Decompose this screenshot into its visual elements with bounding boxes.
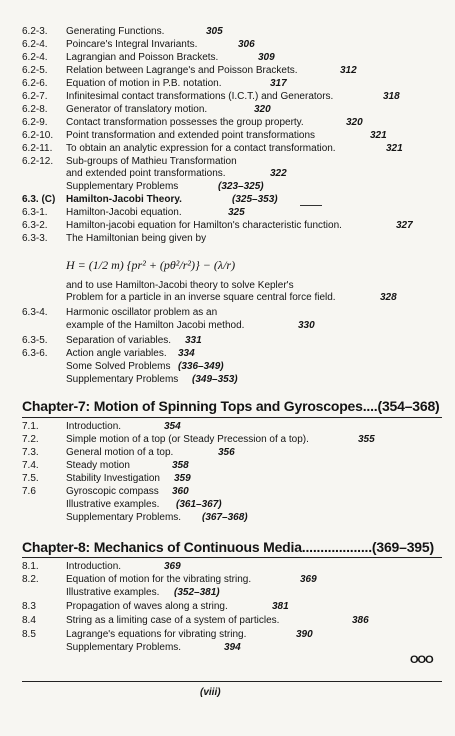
entry-page: 320 bbox=[346, 117, 363, 128]
entry-number: 7.5. bbox=[22, 473, 39, 484]
entry-page: 359 bbox=[174, 473, 191, 484]
entry-title: Introduction. bbox=[66, 421, 122, 432]
chapter-8-rule bbox=[22, 557, 442, 558]
entry-page: 318 bbox=[383, 91, 400, 102]
entry-number: 6.3. (C) bbox=[22, 194, 56, 205]
entry-number: 7.4. bbox=[22, 460, 39, 471]
entry-page: 330 bbox=[298, 320, 315, 331]
entry-number: 6.2-4. bbox=[22, 52, 48, 63]
pencil-mark bbox=[300, 205, 322, 206]
entry-title: Equation of motion in P.B. notation. bbox=[66, 78, 222, 89]
entry-number: 6.2-5. bbox=[22, 65, 48, 76]
entry-page: (367–368) bbox=[202, 512, 248, 523]
chapter-7-heading: Chapter-7: Motion of Spinning Tops and Gyroscopes....(354–368) bbox=[22, 398, 440, 414]
entry-number: 6.2-6. bbox=[22, 78, 48, 89]
entry-page: 354 bbox=[164, 421, 181, 432]
entry-page: 325 bbox=[228, 207, 245, 218]
entry-title: Lagrange's equations for vibrating string. bbox=[66, 629, 247, 640]
entry-title: Poincare's Integral Invariants. bbox=[66, 39, 198, 50]
entry-page: 312 bbox=[340, 65, 357, 76]
entry-title: Supplementary Problems bbox=[66, 181, 179, 192]
entry-page: 321 bbox=[386, 143, 403, 154]
entry-title: Sub-groups of Mathieu Transformation bbox=[66, 156, 237, 167]
entry-title: Supplementary Problems. bbox=[66, 642, 182, 653]
entry-page: (361–367) bbox=[176, 499, 222, 510]
entry-page: 331 bbox=[185, 335, 202, 346]
entry-title: Illustrative examples. bbox=[66, 499, 160, 510]
entry-title: Propagation of waves along a string. bbox=[66, 601, 228, 612]
entry-page: 369 bbox=[300, 574, 317, 585]
entry-title: and extended point transformations. bbox=[66, 168, 226, 179]
entry-title: Hamilton-Jacobi equation. bbox=[66, 207, 182, 218]
entry-page: 355 bbox=[358, 434, 375, 445]
entry-number: 6.2-10. bbox=[22, 130, 54, 141]
chapter-7-rule bbox=[22, 417, 442, 418]
entry-page: 394 bbox=[224, 642, 241, 653]
entry-page: 317 bbox=[270, 78, 287, 89]
entry-title: Lagrangian and Poisson Brackets. bbox=[66, 52, 219, 63]
entry-page: (325–353) bbox=[232, 194, 278, 205]
entry-page: (349–353) bbox=[192, 374, 238, 385]
entry-page: (352–381) bbox=[174, 587, 220, 598]
entry-number: 6.3-1. bbox=[22, 207, 48, 218]
entry-title: Hamilton-jacobi equation for Hamilton's characteristic function. bbox=[66, 220, 342, 231]
entry-title: Gyroscopic compass bbox=[66, 486, 159, 497]
entry-page: 356 bbox=[218, 447, 235, 458]
entry-number: 6.3-2. bbox=[22, 220, 48, 231]
entry-title: Steady motion bbox=[66, 460, 130, 471]
entry-title: Harmonic oscillator problem as an bbox=[66, 307, 218, 318]
entry-number: 8.5 bbox=[22, 629, 36, 640]
hamiltonian-formula: H = (1/2 m) {pr² + (pθ²/r²)} − (λ/r) bbox=[66, 258, 236, 272]
entry-number: 8.2. bbox=[22, 574, 39, 585]
entry-title: Illustrative examples. bbox=[66, 587, 160, 598]
entry-title: Supplementary Problems bbox=[66, 374, 179, 385]
entry-number: 6.3-3. bbox=[22, 233, 48, 244]
entry-page: 334 bbox=[178, 348, 195, 359]
entry-number: 6.2-12. bbox=[22, 156, 54, 167]
entry-page: 306 bbox=[238, 39, 255, 50]
end-mark: OOO bbox=[410, 654, 433, 666]
entry-number: 7.6 bbox=[22, 486, 36, 497]
entry-page: 369 bbox=[164, 561, 181, 572]
entry-page: 305 bbox=[206, 26, 223, 37]
entry-number: 6.3-5. bbox=[22, 335, 48, 346]
footer-rule bbox=[22, 681, 442, 682]
entry-title: example of the Hamilton Jacobi method. bbox=[66, 320, 245, 331]
entry-title: Separation of variables. bbox=[66, 335, 172, 346]
entry-title: Contact transformation possesses the group property. bbox=[66, 117, 304, 128]
entry-page: 320 bbox=[254, 104, 271, 115]
entry-title: To obtain an analytic expression for a contact transformation. bbox=[66, 143, 336, 154]
entry-title: Introduction. bbox=[66, 561, 122, 572]
entry-number: 6.2-7. bbox=[22, 91, 48, 102]
entry-number: 8.3 bbox=[22, 601, 36, 612]
entry-page: 381 bbox=[272, 601, 289, 612]
page-number-footer: (viii) bbox=[200, 687, 221, 698]
entry-page: (323–325) bbox=[218, 181, 264, 192]
entry-number: 6.2-9. bbox=[22, 117, 48, 128]
entry-title: Infinitesimal contact transformations (I.C.T.) and Generators. bbox=[66, 91, 334, 102]
entry-title: Relation between Lagrange's and Poisson Brackets. bbox=[66, 65, 298, 76]
chapter-8-heading: Chapter-8: Mechanics of Continuous Media...................(369–395) bbox=[22, 539, 434, 555]
entry-page: 390 bbox=[296, 629, 313, 640]
entry-number: 6.2-4. bbox=[22, 39, 48, 50]
entry-page: 358 bbox=[172, 460, 189, 471]
entry-number: 6.2-11. bbox=[22, 143, 53, 154]
entry-title: Problem for a particle in an inverse square central force field. bbox=[66, 292, 336, 303]
entry-number: 8.4 bbox=[22, 615, 36, 626]
entry-title: Point transformation and extended point transformations bbox=[66, 130, 316, 141]
entry-title: Equation of motion for the vibrating string. bbox=[66, 574, 252, 585]
entry-number: 7.1. bbox=[22, 421, 39, 432]
entry-number: 7.2. bbox=[22, 434, 39, 445]
entry-number: 6.3-6. bbox=[22, 348, 48, 359]
entry-title: General motion of a top. bbox=[66, 447, 174, 458]
entry-title: Hamilton-Jacobi Theory. bbox=[66, 194, 182, 205]
entry-title: Stability Investigation bbox=[66, 473, 160, 484]
entry-page: 322 bbox=[270, 168, 287, 179]
entry-title: Supplementary Problems. bbox=[66, 512, 182, 523]
entry-page: (336–349) bbox=[178, 361, 224, 372]
entry-page: 328 bbox=[380, 292, 397, 303]
entry-number: 6.2-8. bbox=[22, 104, 48, 115]
entry-title: String as a limiting case of a system of particles. bbox=[66, 615, 280, 626]
entry-title: The Hamiltonian being given by bbox=[66, 233, 207, 244]
entry-page: 309 bbox=[258, 52, 275, 63]
entry-title: Action angle variables. bbox=[66, 348, 167, 359]
entry-number: 6.2-3. bbox=[22, 26, 48, 37]
entry-title: Generator of translatory motion. bbox=[66, 104, 208, 115]
entry-number: 6.3-4. bbox=[22, 307, 48, 318]
entry-title: Generating Functions. bbox=[66, 26, 165, 37]
entry-page: 327 bbox=[396, 220, 413, 231]
entry-page: 386 bbox=[352, 615, 369, 626]
entry-title: and to use Hamilton-Jacobi theory to solve Kepler's bbox=[66, 280, 294, 291]
entry-number: 8.1. bbox=[22, 561, 39, 572]
entry-number: 7.3. bbox=[22, 447, 39, 458]
entry-title: Some Solved Problems bbox=[66, 361, 171, 372]
entry-page: 360 bbox=[172, 486, 189, 497]
entry-title: Simple motion of a top (or Steady Precession of a top). bbox=[66, 434, 309, 445]
entry-page: 321 bbox=[370, 130, 387, 141]
